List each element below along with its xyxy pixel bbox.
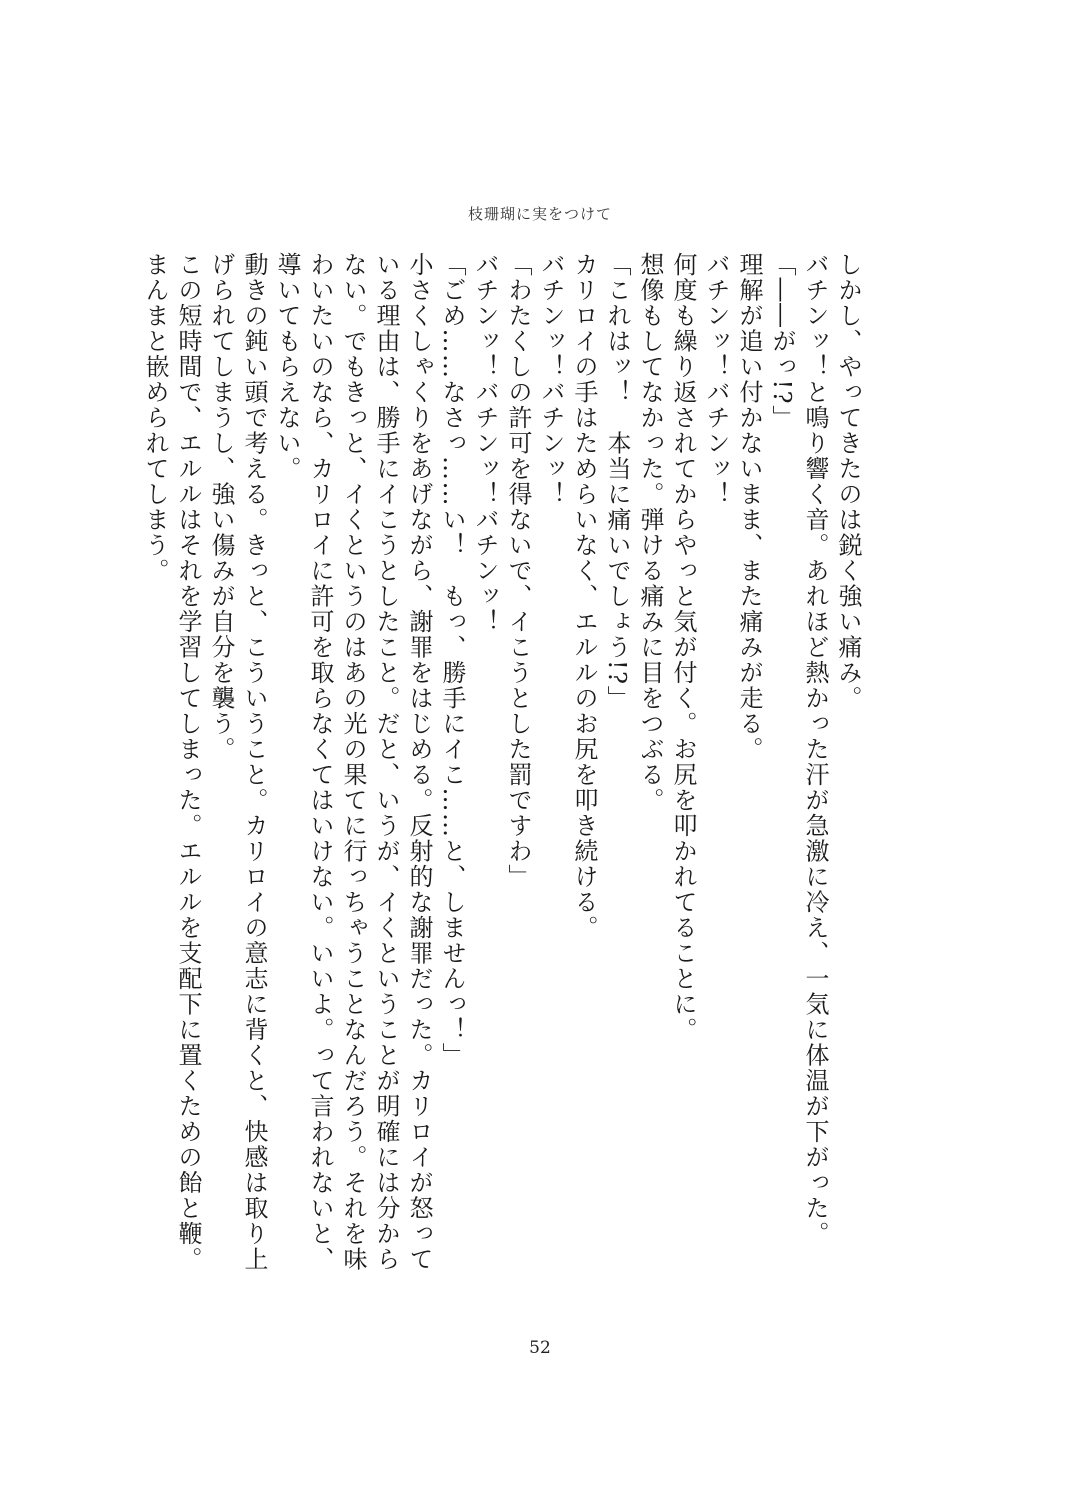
paragraph: 「わたくしの許可を得ないで、イこうとした罰ですわ」 xyxy=(504,252,532,890)
paragraph: バチンッ！バチンッ！バチンッ！ xyxy=(471,252,499,635)
paragraph: しかし、やってきたのは鋭く強い痛み。 xyxy=(834,252,862,711)
page-number: 52 xyxy=(529,1338,551,1358)
paragraph: 何度も繰り返されてからやっと気が付く。お尻を叩かれてることに。 xyxy=(669,252,697,1043)
paragraph: バチンッ！と鳴り響く音。あれほど熱かった汗が急激に冷え、一気に体温が下がった。 xyxy=(801,252,829,1247)
body-text xyxy=(141,252,864,1292)
paragraph: この短時間で、エルルはそれを学習してしまった。エルルを支配下に置くための飴と鞭。まんまと嵌められてしまう。 xyxy=(141,252,202,1272)
paragraph: 「ごめ……なさっ……い！ もっ、勝手にイこ……と、しませんっ！」 xyxy=(438,252,466,1068)
running-header: 枝珊瑚に実をつけて xyxy=(467,205,612,223)
paragraph: 「――がっ!?」 xyxy=(768,252,796,431)
paragraph: 想像もしてなかった。弾ける痛みに目をつぶる。 xyxy=(636,252,664,813)
paragraph: 理解が追い付かないまま、また痛みが走る。 xyxy=(735,252,763,762)
paragraph: 動きの鈍い頭で考える。きっと、こういうこと。カリロイの意志に背くと、快感は取り上げられてしまうし、強い傷みが自分を襲う。 xyxy=(207,252,268,1272)
paragraph: バチンッ！バチンッ！ xyxy=(702,252,730,507)
paragraph: カリロイの手はためらいなく、エルルのお尻を叩き続ける。 xyxy=(570,252,598,941)
paragraph: 「これはッ！ 本当に痛いでしょう!?」 xyxy=(603,252,631,712)
paragraph: バチンッ！バチンッ！ xyxy=(537,252,565,507)
paragraph: 小さくしゃくりをあげながら、謝罪をはじめる。反射的な謝罪だった。カリロイが怒っている理由は、勝手にイこうとしたこと。だと、いうが、イくということが明確には分からない。でもきっと、イくというのはあの光の果てに行っちゃうことなんだろう。それを味わいたいのなら、カリロイに許可を取らなくてはいけない。いいよ。って言われないと、導いてもらえない。 xyxy=(273,252,433,1272)
